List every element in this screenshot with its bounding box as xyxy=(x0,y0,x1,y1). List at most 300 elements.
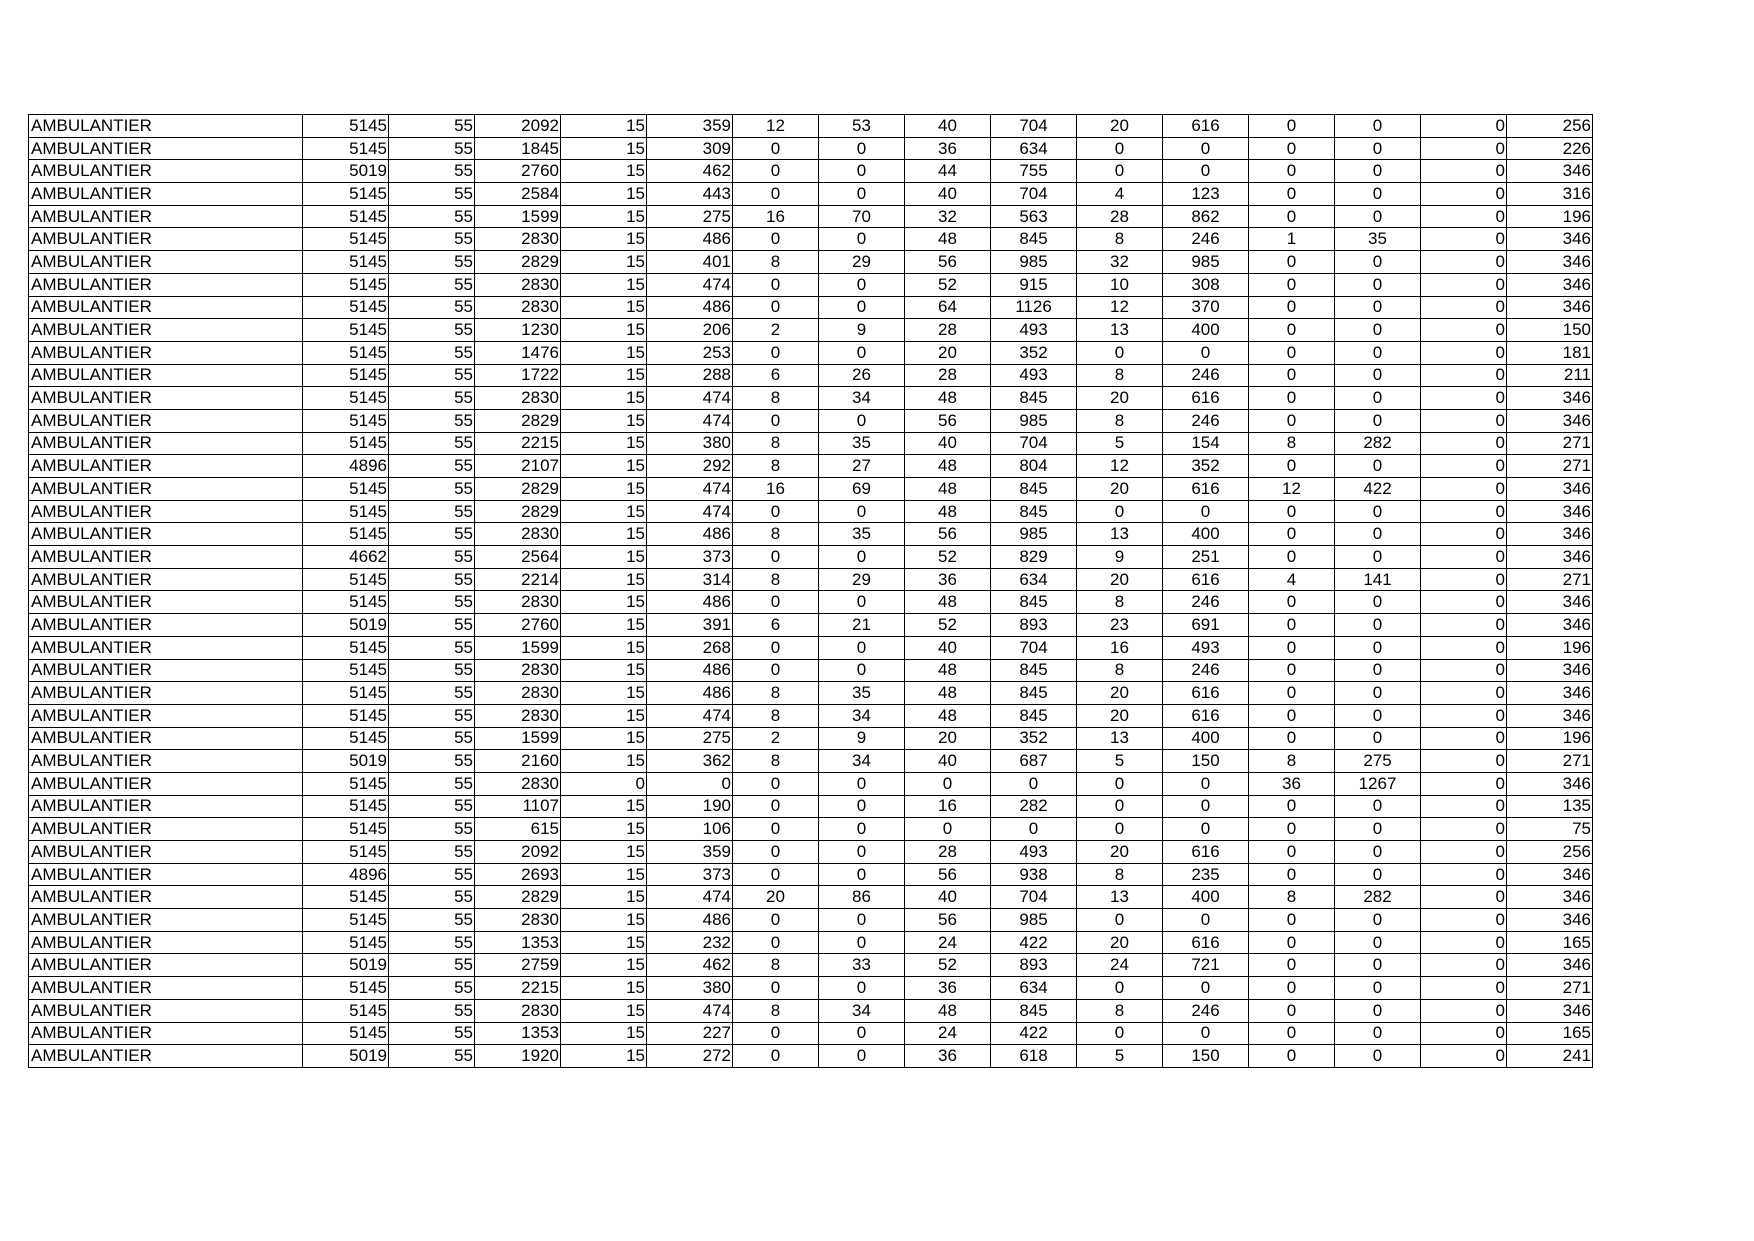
table-cell-value: 275 xyxy=(647,727,733,750)
table-cell-value: 1476 xyxy=(475,341,561,364)
table-cell-value: 5145 xyxy=(303,659,389,682)
table-cell-value: 346 xyxy=(1507,387,1593,410)
table-cell-value: 0 xyxy=(1077,909,1163,932)
table-cell-value: 0 xyxy=(1249,341,1335,364)
table-cell-value: 5145 xyxy=(303,205,389,228)
table-cell-value: 0 xyxy=(647,772,733,795)
table-cell-value: 2830 xyxy=(475,273,561,296)
table-cell-value: 0 xyxy=(733,977,819,1000)
table-cell-value: 0 xyxy=(733,795,819,818)
table-cell-value: 0 xyxy=(819,183,905,206)
table-cell-value: 36 xyxy=(905,977,991,1000)
table-cell-value: 0 xyxy=(1421,273,1507,296)
table-cell-value: 2830 xyxy=(475,704,561,727)
table-cell-value: 15 xyxy=(561,432,647,455)
table-cell-value: 352 xyxy=(991,341,1077,364)
table-cell-value: 0 xyxy=(1335,614,1421,637)
table-cell-value: 56 xyxy=(905,523,991,546)
table-cell-value: 2830 xyxy=(475,999,561,1022)
table-cell-value: 0 xyxy=(905,772,991,795)
table-cell-value: 0 xyxy=(1249,296,1335,319)
table-cell-value: 9 xyxy=(1077,546,1163,569)
table-cell-value: 235 xyxy=(1163,863,1249,886)
table-cell-value: 346 xyxy=(1507,160,1593,183)
table-cell-value: 845 xyxy=(991,387,1077,410)
table-cell-value: 275 xyxy=(647,205,733,228)
table-cell-value: 13 xyxy=(1077,886,1163,909)
table-cell-value: 0 xyxy=(1335,183,1421,206)
table-cell-value: 422 xyxy=(991,931,1077,954)
table-row xyxy=(29,341,1593,364)
table-cell-value: 0 xyxy=(1421,387,1507,410)
table-cell-name: AMBULANTIER xyxy=(29,137,303,160)
table-cell-value: 5145 xyxy=(303,682,389,705)
table-cell-value: 271 xyxy=(1507,455,1593,478)
table-cell-value: 474 xyxy=(647,704,733,727)
table-cell-value: 0 xyxy=(1249,999,1335,1022)
table-cell-value: 616 xyxy=(1163,841,1249,864)
table-cell-value: 4662 xyxy=(303,546,389,569)
table-cell-value: 2829 xyxy=(475,251,561,274)
table-cell-value: 400 xyxy=(1163,727,1249,750)
table-cell-value: 1353 xyxy=(475,931,561,954)
table-cell-value: 845 xyxy=(991,999,1077,1022)
table-cell-value: 5145 xyxy=(303,228,389,251)
table-cell-value: 55 xyxy=(389,273,475,296)
table-cell-name: AMBULANTIER xyxy=(29,591,303,614)
table-cell-value: 8 xyxy=(733,750,819,773)
table-cell-value: 422 xyxy=(991,1022,1077,1045)
table-cell-value: 32 xyxy=(1077,251,1163,274)
table-cell-value: 29 xyxy=(819,568,905,591)
table-cell-value: 5145 xyxy=(303,818,389,841)
table-cell-value: 0 xyxy=(1335,137,1421,160)
table-row xyxy=(29,455,1593,478)
table-cell-value: 704 xyxy=(991,636,1077,659)
table-cell-value: 0 xyxy=(1421,478,1507,501)
table-cell-value: 15 xyxy=(561,659,647,682)
table-cell-value: 0 xyxy=(733,183,819,206)
table-cell-value: 5145 xyxy=(303,841,389,864)
table-cell-value: 0 xyxy=(733,273,819,296)
table-cell-name: AMBULANTIER xyxy=(29,387,303,410)
table-cell-value: 346 xyxy=(1507,409,1593,432)
table-cell-value: 20 xyxy=(1077,682,1163,705)
table-cell-value: 346 xyxy=(1507,863,1593,886)
table-cell-value: 4 xyxy=(1249,568,1335,591)
table-cell-value: 0 xyxy=(1163,137,1249,160)
table-cell-value: 13 xyxy=(1077,727,1163,750)
table-cell-name: AMBULANTIER xyxy=(29,636,303,659)
table-cell-value: 0 xyxy=(819,591,905,614)
table-cell-value: 486 xyxy=(647,659,733,682)
table-cell-value: 0 xyxy=(819,160,905,183)
table-cell-value: 845 xyxy=(991,659,1077,682)
table-cell-value: 8 xyxy=(1077,999,1163,1022)
data-table xyxy=(28,114,1593,1068)
table-cell-value: 0 xyxy=(1421,636,1507,659)
table-cell-value: 123 xyxy=(1163,183,1249,206)
table-cell-value: 0 xyxy=(1077,772,1163,795)
table-cell-value: 15 xyxy=(561,205,647,228)
table-cell-value: 704 xyxy=(991,432,1077,455)
table-cell-value: 862 xyxy=(1163,205,1249,228)
table-cell-value: 755 xyxy=(991,160,1077,183)
table-cell-value: 44 xyxy=(905,160,991,183)
table-cell-value: 0 xyxy=(819,546,905,569)
table-cell-value: 15 xyxy=(561,909,647,932)
table-row xyxy=(29,546,1593,569)
table-cell-value: 28 xyxy=(905,319,991,342)
table-cell-value: 28 xyxy=(905,364,991,387)
table-cell-value: 55 xyxy=(389,205,475,228)
table-cell-value: 0 xyxy=(1335,455,1421,478)
table-cell-value: 0 xyxy=(1249,795,1335,818)
table-cell-value: 69 xyxy=(819,478,905,501)
table-cell-value: 8 xyxy=(733,954,819,977)
table-cell-value: 12 xyxy=(1077,455,1163,478)
table-cell-value: 48 xyxy=(905,999,991,1022)
table-cell-value: 400 xyxy=(1163,886,1249,909)
table-cell-value: 1845 xyxy=(475,137,561,160)
table-cell-value: 0 xyxy=(733,863,819,886)
table-cell-value: 0 xyxy=(1335,273,1421,296)
table-cell-value: 0 xyxy=(733,228,819,251)
table-cell-value: 2830 xyxy=(475,591,561,614)
table-cell-value: 0 xyxy=(733,341,819,364)
table-cell-value: 346 xyxy=(1507,500,1593,523)
table-cell-value: 616 xyxy=(1163,931,1249,954)
table-cell-value: 314 xyxy=(647,568,733,591)
table-cell-value: 32 xyxy=(905,205,991,228)
table-cell-value: 56 xyxy=(905,863,991,886)
table-cell-value: 704 xyxy=(991,115,1077,138)
table-cell-value: 8 xyxy=(733,523,819,546)
table-cell-value: 55 xyxy=(389,886,475,909)
table-cell-value: 196 xyxy=(1507,727,1593,750)
table-cell-value: 0 xyxy=(1163,500,1249,523)
table-cell-value: 462 xyxy=(647,160,733,183)
table-cell-value: 0 xyxy=(1249,137,1335,160)
table-cell-value: 5 xyxy=(1077,1045,1163,1068)
table-cell-value: 246 xyxy=(1163,591,1249,614)
table-cell-value: 2829 xyxy=(475,500,561,523)
table-cell-value: 400 xyxy=(1163,319,1249,342)
table-row xyxy=(29,614,1593,637)
table-cell-value: 4896 xyxy=(303,863,389,886)
table-cell-value: 15 xyxy=(561,841,647,864)
table-cell-value: 27 xyxy=(819,455,905,478)
table-cell-value: 0 xyxy=(1163,909,1249,932)
table-cell-value: 346 xyxy=(1507,614,1593,637)
table-cell-value: 618 xyxy=(991,1045,1077,1068)
table-cell-value: 2760 xyxy=(475,160,561,183)
table-cell-name: AMBULANTIER xyxy=(29,954,303,977)
table-cell-value: 8 xyxy=(733,999,819,1022)
table-cell-value: 0 xyxy=(1421,795,1507,818)
table-cell-value: 486 xyxy=(647,228,733,251)
table-cell-value: 2830 xyxy=(475,909,561,932)
table-cell-value: 226 xyxy=(1507,137,1593,160)
table-row xyxy=(29,478,1593,501)
table-cell-value: 346 xyxy=(1507,228,1593,251)
table-cell-value: 15 xyxy=(561,523,647,546)
table-cell-value: 0 xyxy=(1421,818,1507,841)
table-cell-value: 15 xyxy=(561,704,647,727)
table-row xyxy=(29,772,1593,795)
table-cell-value: 8 xyxy=(1077,591,1163,614)
table-cell-value: 86 xyxy=(819,886,905,909)
table-cell-value: 0 xyxy=(733,841,819,864)
table-cell-value: 5145 xyxy=(303,636,389,659)
table-cell-value: 493 xyxy=(1163,636,1249,659)
table-cell-value: 272 xyxy=(647,1045,733,1068)
table-row xyxy=(29,659,1593,682)
table-cell-value: 0 xyxy=(1335,682,1421,705)
table-cell-value: 15 xyxy=(561,251,647,274)
table-cell-value: 15 xyxy=(561,137,647,160)
table-cell-name: AMBULANTIER xyxy=(29,818,303,841)
table-cell-value: 246 xyxy=(1163,999,1249,1022)
table-cell-value: 0 xyxy=(1249,1045,1335,1068)
table-cell-value: 55 xyxy=(389,341,475,364)
table-cell-value: 0 xyxy=(1249,659,1335,682)
table-cell-value: 40 xyxy=(905,750,991,773)
table-cell-value: 2759 xyxy=(475,954,561,977)
table-cell-value: 0 xyxy=(1421,931,1507,954)
table-cell-value: 211 xyxy=(1507,364,1593,387)
table-row xyxy=(29,183,1593,206)
table-cell-value: 196 xyxy=(1507,636,1593,659)
table-cell-value: 15 xyxy=(561,863,647,886)
table-cell-value: 0 xyxy=(1249,591,1335,614)
table-cell-value: 55 xyxy=(389,500,475,523)
table-cell-value: 15 xyxy=(561,364,647,387)
table-cell-value: 462 xyxy=(647,954,733,977)
table-cell-value: 55 xyxy=(389,909,475,932)
table-cell-value: 15 xyxy=(561,341,647,364)
table-row xyxy=(29,999,1593,1022)
table-cell-value: 616 xyxy=(1163,387,1249,410)
table-cell-value: 616 xyxy=(1163,568,1249,591)
table-cell-value: 55 xyxy=(389,954,475,977)
table-cell-value: 8 xyxy=(733,387,819,410)
table-cell-value: 15 xyxy=(561,954,647,977)
table-cell-name: AMBULANTIER xyxy=(29,795,303,818)
table-cell-value: 346 xyxy=(1507,886,1593,909)
table-cell-value: 70 xyxy=(819,205,905,228)
table-cell-value: 5145 xyxy=(303,727,389,750)
table-cell-value: 400 xyxy=(1163,523,1249,546)
table-cell-value: 10 xyxy=(1077,273,1163,296)
table-cell-value: 150 xyxy=(1163,1045,1249,1068)
table-cell-value: 150 xyxy=(1507,319,1593,342)
table-cell-value: 1599 xyxy=(475,727,561,750)
table-cell-value: 0 xyxy=(1335,341,1421,364)
table-row xyxy=(29,432,1593,455)
table-cell-value: 55 xyxy=(389,387,475,410)
table-cell-value: 2092 xyxy=(475,841,561,864)
table-cell-value: 15 xyxy=(561,296,647,319)
table-cell-value: 0 xyxy=(1421,863,1507,886)
table-cell-value: 474 xyxy=(647,409,733,432)
table-row xyxy=(29,636,1593,659)
table-cell-value: 0 xyxy=(819,931,905,954)
table-cell-value: 40 xyxy=(905,636,991,659)
table-cell-value: 985 xyxy=(1163,251,1249,274)
table-cell-value: 0 xyxy=(733,296,819,319)
table-cell-value: 0 xyxy=(733,591,819,614)
table-cell-value: 1353 xyxy=(475,1022,561,1045)
table-cell-value: 391 xyxy=(647,614,733,637)
table-cell-value: 24 xyxy=(905,931,991,954)
table-cell-value: 0 xyxy=(1421,591,1507,614)
table-cell-value: 16 xyxy=(905,795,991,818)
table-cell-value: 0 xyxy=(1335,999,1421,1022)
table-cell-value: 241 xyxy=(1507,1045,1593,1068)
table-cell-value: 0 xyxy=(733,818,819,841)
table-cell-value: 5145 xyxy=(303,704,389,727)
table-cell-value: 165 xyxy=(1507,1022,1593,1045)
table-cell-value: 0 xyxy=(1335,500,1421,523)
table-cell-value: 346 xyxy=(1507,251,1593,274)
table-cell-value: 15 xyxy=(561,160,647,183)
table-cell-name: AMBULANTIER xyxy=(29,568,303,591)
table-cell-name: AMBULANTIER xyxy=(29,931,303,954)
table-cell-value: 8 xyxy=(733,704,819,727)
table-cell-name: AMBULANTIER xyxy=(29,614,303,637)
table-cell-value: 804 xyxy=(991,455,1077,478)
table-cell-value: 35 xyxy=(819,432,905,455)
table-cell-value: 5145 xyxy=(303,523,389,546)
table-cell-value: 55 xyxy=(389,160,475,183)
table-cell-value: 40 xyxy=(905,183,991,206)
table-cell-value: 53 xyxy=(819,115,905,138)
table-cell-value: 8 xyxy=(1077,409,1163,432)
table-cell-value: 0 xyxy=(1249,273,1335,296)
table-cell-value: 0 xyxy=(1335,841,1421,864)
table-row xyxy=(29,909,1593,932)
table-cell-value: 0 xyxy=(1335,795,1421,818)
table-cell-value: 0 xyxy=(1249,727,1335,750)
table-cell-name: AMBULANTIER xyxy=(29,115,303,138)
table-cell-value: 12 xyxy=(733,115,819,138)
table-cell-name: AMBULANTIER xyxy=(29,909,303,932)
table-cell-name: AMBULANTIER xyxy=(29,455,303,478)
table-row xyxy=(29,251,1593,274)
table-cell-value: 55 xyxy=(389,614,475,637)
table-row xyxy=(29,682,1593,705)
table-cell-value: 0 xyxy=(1077,818,1163,841)
table-cell-value: 34 xyxy=(819,704,905,727)
table-row xyxy=(29,296,1593,319)
table-cell-value: 0 xyxy=(1249,500,1335,523)
table-cell-value: 52 xyxy=(905,273,991,296)
table-cell-value: 2760 xyxy=(475,614,561,637)
table-cell-value: 0 xyxy=(1249,364,1335,387)
table-cell-value: 5145 xyxy=(303,977,389,1000)
table-cell-value: 48 xyxy=(905,455,991,478)
table-cell-value: 380 xyxy=(647,977,733,1000)
table-cell-value: 0 xyxy=(1421,523,1507,546)
table-cell-value: 5019 xyxy=(303,954,389,977)
table-cell-value: 346 xyxy=(1507,591,1593,614)
table-cell-value: 5145 xyxy=(303,137,389,160)
table-cell-value: 56 xyxy=(905,409,991,432)
table-cell-value: 55 xyxy=(389,137,475,160)
table-cell-value: 0 xyxy=(1421,1022,1507,1045)
table-cell-value: 0 xyxy=(1421,909,1507,932)
table-cell-value: 401 xyxy=(647,251,733,274)
table-cell-value: 5145 xyxy=(303,500,389,523)
table-cell-value: 253 xyxy=(647,341,733,364)
table-cell-value: 474 xyxy=(647,478,733,501)
table-cell-value: 282 xyxy=(1335,886,1421,909)
table-cell-value: 0 xyxy=(1163,772,1249,795)
table-cell-value: 271 xyxy=(1507,750,1593,773)
table-cell-value: 5145 xyxy=(303,591,389,614)
table-cell-value: 0 xyxy=(1077,795,1163,818)
table-cell-value: 845 xyxy=(991,682,1077,705)
table-cell-value: 0 xyxy=(1249,205,1335,228)
table-cell-value: 0 xyxy=(1077,1022,1163,1045)
table-cell-value: 1599 xyxy=(475,205,561,228)
table-cell-value: 28 xyxy=(1077,205,1163,228)
table-row xyxy=(29,1045,1593,1068)
table-cell-value: 0 xyxy=(819,500,905,523)
table-cell-value: 0 xyxy=(1163,795,1249,818)
table-cell-name: AMBULANTIER xyxy=(29,478,303,501)
table-row xyxy=(29,568,1593,591)
table-cell-value: 373 xyxy=(647,546,733,569)
table-cell-value: 5145 xyxy=(303,251,389,274)
table-cell-value: 4896 xyxy=(303,455,389,478)
table-cell-value: 271 xyxy=(1507,568,1593,591)
table-row xyxy=(29,228,1593,251)
table-cell-value: 0 xyxy=(1421,727,1507,750)
table-cell-value: 634 xyxy=(991,977,1077,1000)
table-cell-value: 0 xyxy=(1421,568,1507,591)
table-cell-value: 0 xyxy=(819,296,905,319)
table-row xyxy=(29,523,1593,546)
table-cell-value: 55 xyxy=(389,455,475,478)
table-cell-value: 271 xyxy=(1507,432,1593,455)
table-cell-value: 2107 xyxy=(475,455,561,478)
table-cell-value: 5145 xyxy=(303,273,389,296)
table-cell-value: 0 xyxy=(1335,909,1421,932)
table-cell-name: AMBULANTIER xyxy=(29,500,303,523)
table-cell-value: 8 xyxy=(1249,886,1335,909)
table-cell-value: 15 xyxy=(561,1022,647,1045)
table-cell-value: 15 xyxy=(561,727,647,750)
table-body xyxy=(29,115,1593,1068)
table-row xyxy=(29,1022,1593,1045)
table-cell-value: 16 xyxy=(733,205,819,228)
table-cell-value: 0 xyxy=(1421,614,1507,637)
table-cell-value: 422 xyxy=(1335,478,1421,501)
table-row xyxy=(29,954,1593,977)
table-cell-value: 0 xyxy=(819,1022,905,1045)
table-cell-value: 40 xyxy=(905,115,991,138)
table-cell-value: 20 xyxy=(1077,478,1163,501)
table-cell-value: 5145 xyxy=(303,183,389,206)
table-cell-value: 0 xyxy=(1163,977,1249,1000)
table-row xyxy=(29,863,1593,886)
table-cell-name: AMBULANTIER xyxy=(29,341,303,364)
table-cell-value: 0 xyxy=(1249,455,1335,478)
table-row xyxy=(29,205,1593,228)
table-cell-value: 55 xyxy=(389,704,475,727)
